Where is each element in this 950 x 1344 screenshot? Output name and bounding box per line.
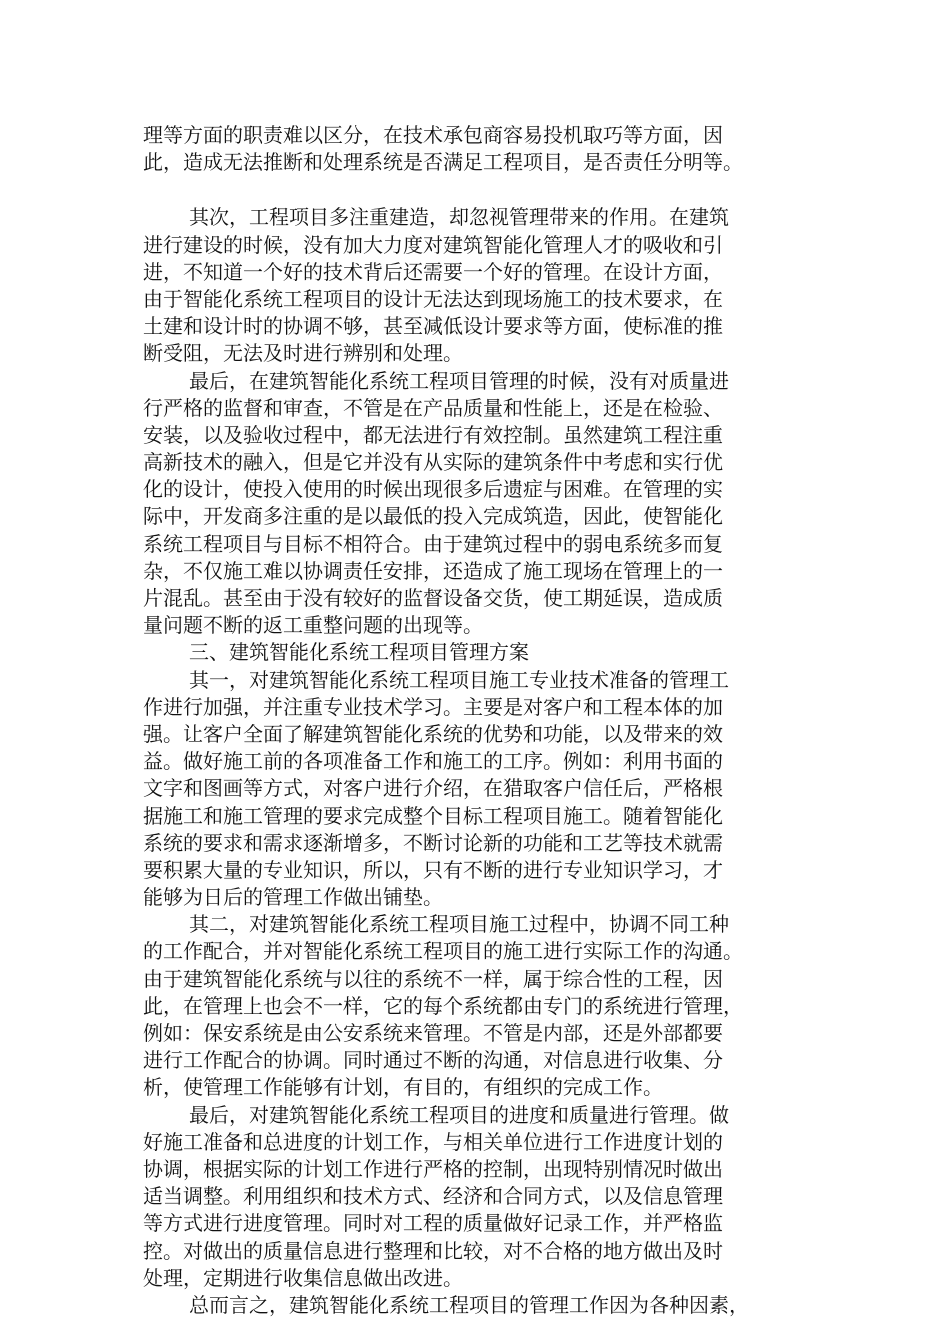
text-line: 其二，对建筑智能化系统工程项目施工过程中，协调不同工种 bbox=[189, 912, 729, 937]
text-line: 系统的要求和需求逐渐增多，不断讨论新的功能和工艺等技术就需 bbox=[143, 830, 723, 855]
paragraph bbox=[143, 122, 807, 176]
text-line: 据施工和施工管理的要求完成整个目标工程项目施工。随着智能化 bbox=[143, 803, 723, 828]
text-line: 等方式进行进度管理。同时对工程的质量做好记录工作，并严格监 bbox=[143, 1211, 723, 1236]
paragraph bbox=[143, 911, 807, 1101]
text-line: 要积累大量的专业知识，所以，只有不断的进行专业知识学习，才 bbox=[143, 857, 723, 882]
section-heading bbox=[143, 639, 807, 666]
text-line: 三、建筑智能化系统工程项目管理方案 bbox=[189, 640, 529, 665]
text-line: 最后，对建筑智能化系统工程项目的进度和质量进行管理。做 bbox=[189, 1102, 729, 1127]
text-line: 进行建设的时候，没有加大力度对建筑智能化管理人才的吸收和引 bbox=[143, 232, 723, 257]
text-line: 进行工作配合的协调。同时通过不断的沟通，对信息进行收集、分 bbox=[143, 1048, 723, 1073]
paragraph bbox=[143, 1292, 807, 1319]
text-line: 总而言之，建筑智能化系统工程项目的管理工作因为各种因素， bbox=[189, 1292, 749, 1317]
text-line: 的工作配合，并对智能化系统工程项目的施工进行实际工作的沟通。 bbox=[143, 939, 743, 964]
text-line: 由于智能化系统工程项目的设计无法达到现场施工的技术要求，在 bbox=[143, 286, 723, 311]
text-line: 协调，根据实际的计划工作进行严格的控制，出现特别情况时做出 bbox=[143, 1156, 723, 1181]
text-line: 能够为日后的管理工作做出铺垫。 bbox=[143, 885, 443, 910]
text-line: 此，造成无法推断和处理系统是否满足工程项目，是否责任分明等。 bbox=[143, 150, 743, 175]
text-line: 安装，以及验收过程中，都无法进行有效控制。虽然建筑工程注重 bbox=[143, 422, 723, 447]
text-line: 杂，不仅施工难以协调责任安排，还造成了施工现场在管理上的一 bbox=[143, 558, 723, 583]
text-line: 最后，在建筑智能化系统工程项目管理的时候，没有对质量进 bbox=[189, 368, 729, 393]
text-line: 析，使管理工作能够有计划，有目的，有组织的完成工作。 bbox=[143, 1075, 663, 1100]
text-line: 土建和设计时的协调不够，甚至减低设计要求等方面，使标准的推 bbox=[143, 314, 723, 339]
text-line: 处理，定期进行收集信息做出改进。 bbox=[143, 1265, 463, 1290]
text-line: 此，在管理上也会不一样，它的每个系统都由专门的系统进行管理， bbox=[143, 993, 743, 1018]
text-line: 其一，对建筑智能化系统工程项目施工专业技术准备的管理工 bbox=[189, 667, 729, 692]
paragraph bbox=[143, 1102, 807, 1292]
text-line: 强。让客户全面了解建筑智能化系统的优势和功能，以及带来的效 bbox=[143, 721, 723, 746]
paragraph bbox=[143, 368, 807, 640]
text-line: 例如：保安系统是由公安系统来管理。不管是内部，还是外部都要 bbox=[143, 1021, 723, 1045]
paragraph-spacer bbox=[143, 176, 807, 204]
text-line: 系统工程项目与目标不相符合。由于建筑过程中的弱电系统多而复 bbox=[143, 531, 723, 556]
text-line: 由于建筑智能化系统与以往的系统不一样，属于综合性的工程，因 bbox=[143, 966, 723, 991]
text-line: 文字和图画等方式，对客户进行介绍，在猎取客户信任后，严格根 bbox=[143, 776, 723, 801]
text-line: 益。做好施工前的各项准备工作和施工的工序。例如：利用书面的 bbox=[143, 749, 723, 774]
text-line: 断受阻，无法及时进行辨别和处理。 bbox=[143, 341, 463, 366]
text-line: 化的设计，使投入使用的时候出现很多后遗症与困难。在管理的实 bbox=[143, 477, 723, 502]
document-page bbox=[143, 122, 807, 1319]
text-line: 好施工准备和总进度的计划工作，与相关单位进行工作进度计划的 bbox=[143, 1129, 723, 1154]
text-line: 控。对做出的质量信息进行整理和比较，对不合格的地方做出及时 bbox=[143, 1238, 723, 1263]
text-line: 适当调整。利用组织和技术方式、经济和合同方式，以及信息管理 bbox=[143, 1184, 723, 1209]
text-line: 际中，开发商多注重的是以最低的投入完成筑造，因此，使智能化 bbox=[143, 504, 723, 529]
paragraph bbox=[143, 204, 807, 367]
text-line: 进，不知道一个好的技术背后还需要一个好的管理。在设计方面， bbox=[143, 259, 723, 284]
text-line: 量问题不断的返工重整问题的出现等。 bbox=[143, 613, 483, 638]
text-line: 行严格的监督和审查，不管是在产品质量和性能上，还是在检验、 bbox=[143, 395, 723, 420]
text-line: 作进行加强，并注重专业技术学习。主要是对客户和工程本体的加 bbox=[143, 694, 723, 719]
paragraph bbox=[143, 667, 807, 912]
text-line: 理等方面的职责难以区分，在技术承包商容易投机取巧等方面，因 bbox=[143, 123, 723, 147]
text-line: 片混乱。甚至由于没有较好的监督设备交货，使工期延误，造成质 bbox=[143, 586, 723, 610]
text-line: 高新技术的融入，但是它并没有从实际的建筑条件中考虑和实行优 bbox=[143, 450, 723, 475]
text-line: 其次，工程项目多注重建造，却忽视管理带来的作用。在建筑 bbox=[189, 205, 729, 230]
